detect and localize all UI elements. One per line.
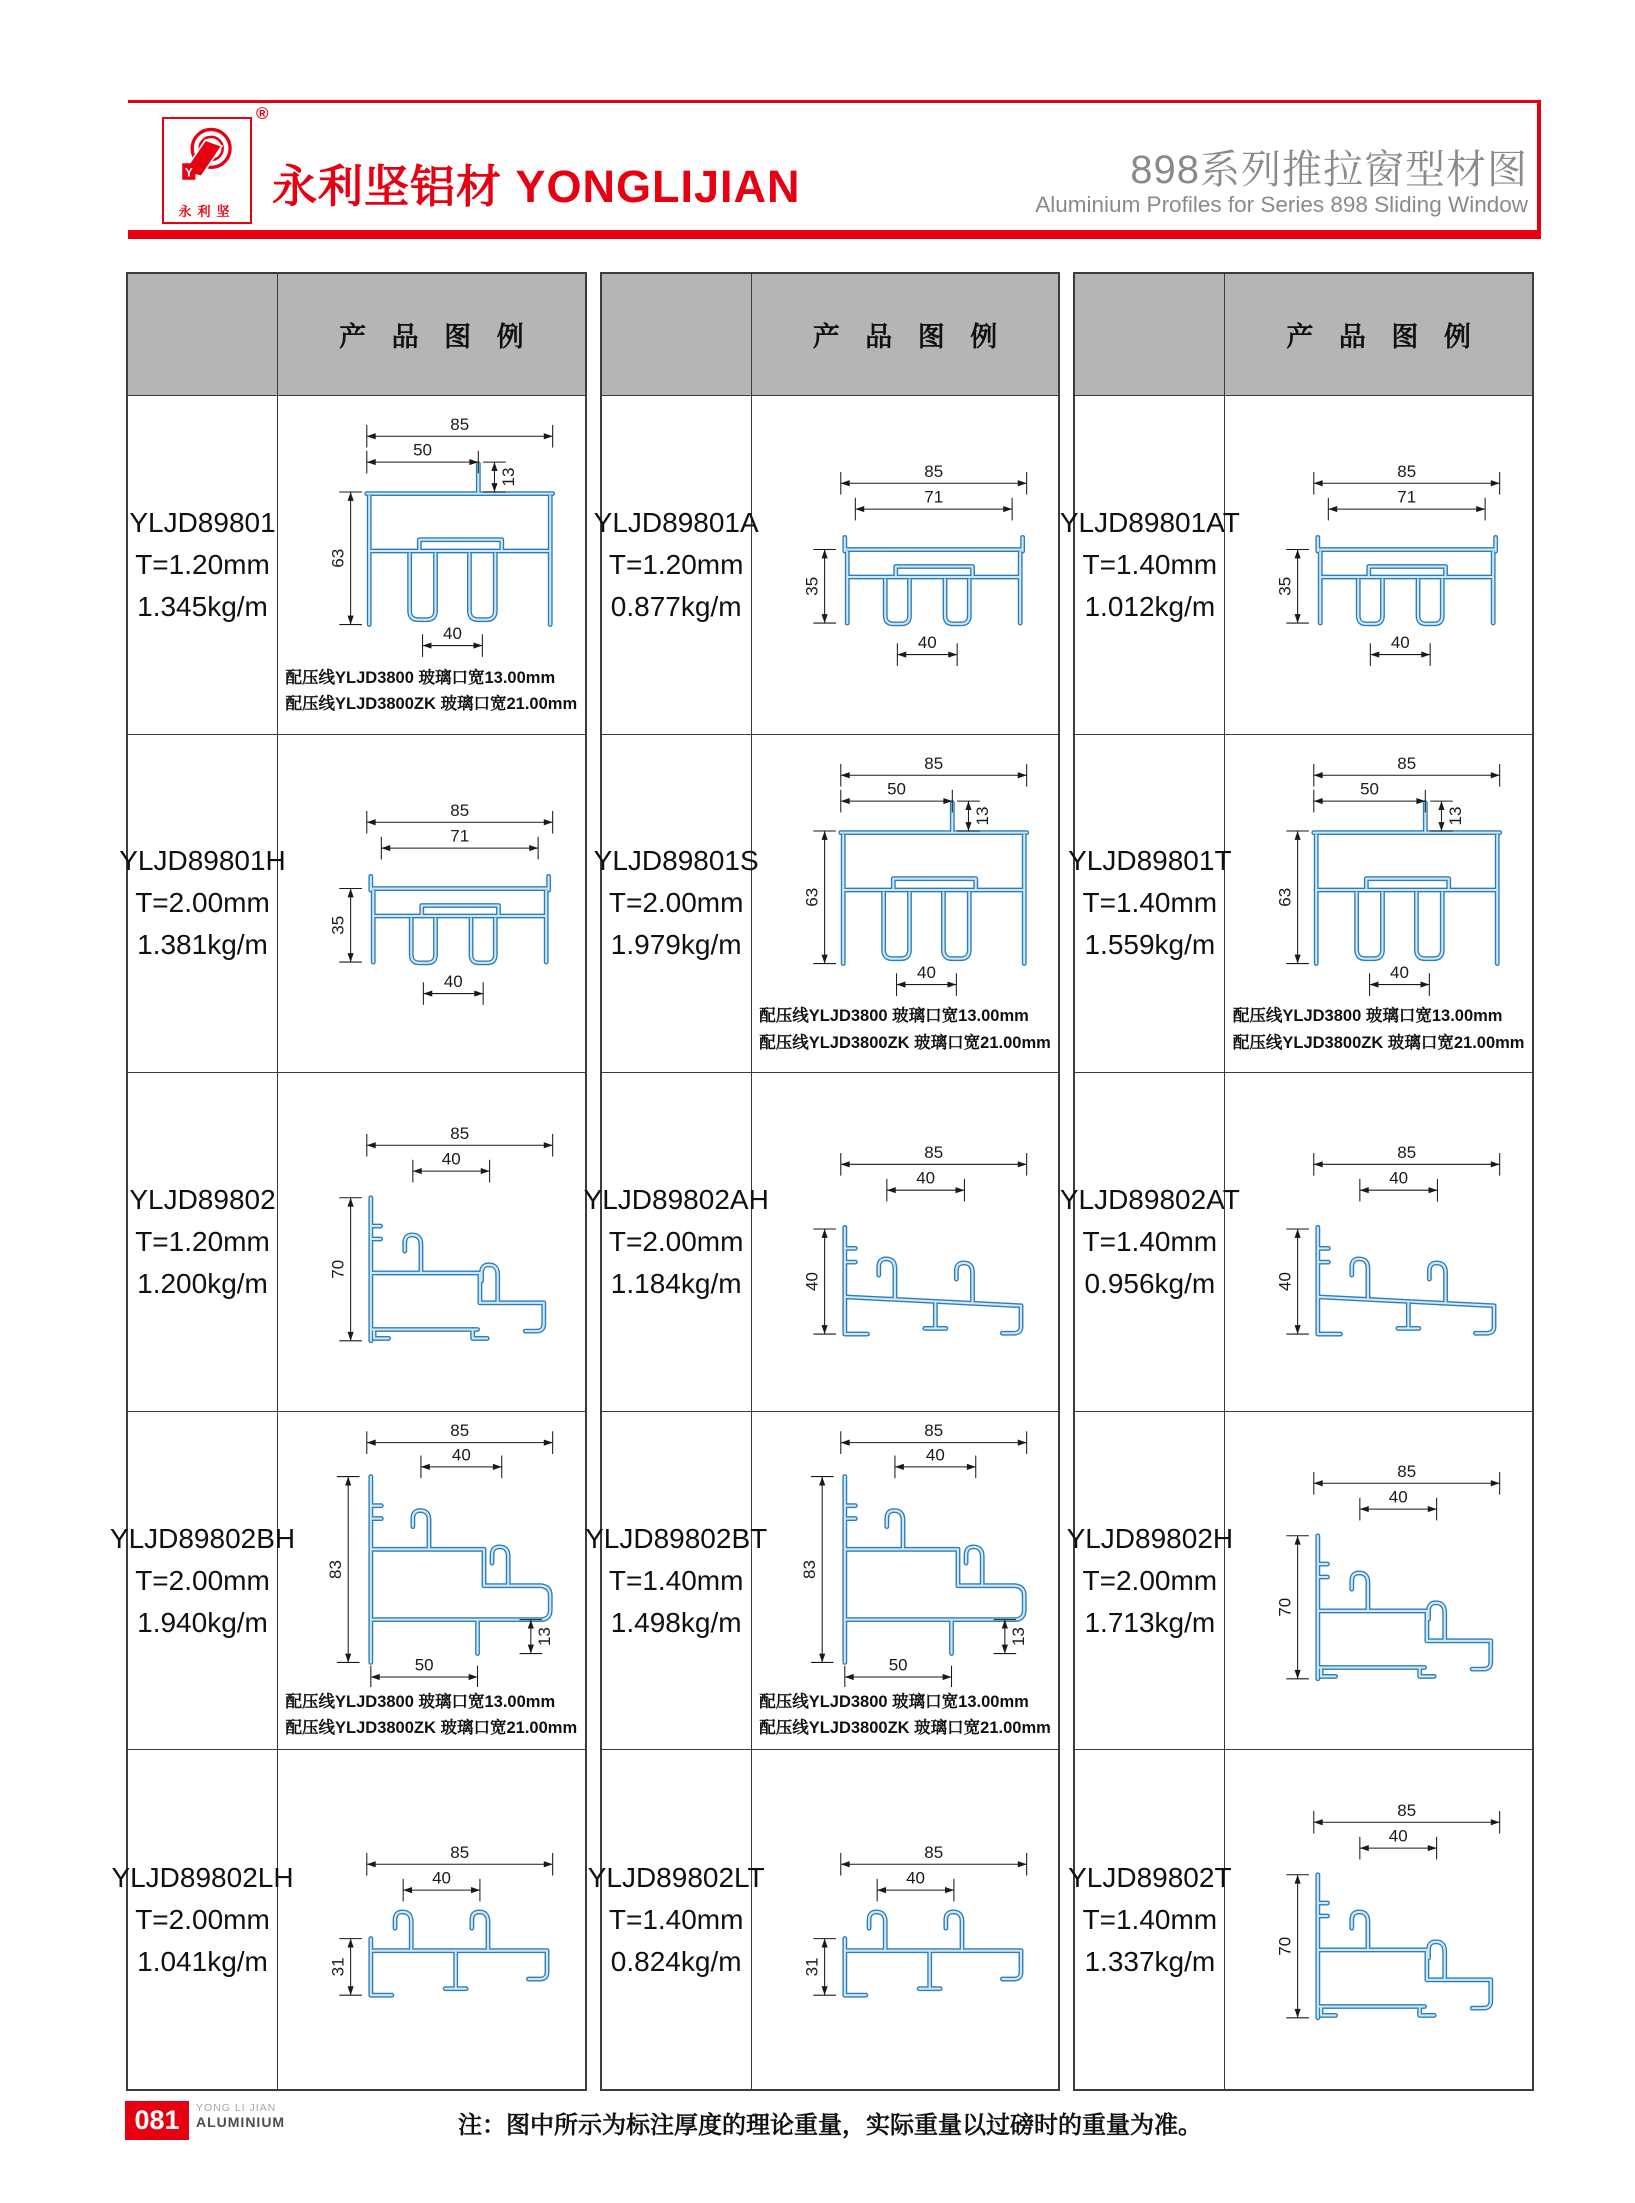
logo-mark-icon bbox=[172, 122, 242, 188]
product-diagram-cell bbox=[278, 1073, 585, 1412]
dimension-label: 85 bbox=[450, 414, 470, 434]
page-title: 898系列推拉窗型材图 bbox=[1130, 148, 1528, 192]
product-thickness: T=1.40mm bbox=[608, 1903, 744, 1935]
product-code: YLJD89801S bbox=[593, 845, 759, 877]
product-diagram-cell bbox=[1225, 1412, 1532, 1751]
brand-mark bbox=[196, 2103, 285, 2130]
profile-section-drawing bbox=[290, 1819, 573, 2019]
table-header-illustration: 产 品 图 例 bbox=[752, 274, 1059, 396]
dimension-label: 40 bbox=[916, 962, 936, 982]
dimension-label: 40 bbox=[1389, 1168, 1409, 1188]
dimension-label: 50 bbox=[413, 440, 432, 460]
product-label-cell bbox=[119, 735, 286, 1074]
product-thickness: T=2.00mm bbox=[608, 1225, 744, 1257]
pressure-line-note: 配压线YLJD3800 玻璃口宽13.00mm bbox=[285, 668, 556, 687]
product-diagram-cell bbox=[278, 1750, 585, 2089]
product-label-cell bbox=[111, 1750, 294, 2089]
product-thickness: T=1.40mm bbox=[1082, 1903, 1218, 1935]
product-label-cell bbox=[1068, 1750, 1232, 2089]
dimension-label: 63 bbox=[328, 548, 348, 568]
header-right-rule bbox=[1537, 100, 1541, 239]
profile-table-group bbox=[109, 272, 587, 2091]
dimension-label: 40 bbox=[905, 1869, 925, 1889]
product-thickness: T=1.20mm bbox=[135, 1225, 270, 1257]
dimension-label: 85 bbox=[1397, 461, 1417, 481]
table-header-illustration: 产 品 图 例 bbox=[1225, 274, 1532, 396]
product-diagram-cell bbox=[1225, 1750, 1532, 2089]
table-header-illustration: 产 品 图 例 bbox=[278, 274, 585, 396]
page-subtitle: Aluminium Profiles for Series 898 Sliding Window bbox=[1035, 192, 1528, 217]
pressure-line-notes bbox=[759, 1003, 1051, 1056]
profile-section-drawing bbox=[1237, 1798, 1520, 2040]
profile-section-drawing bbox=[290, 1420, 573, 1687]
dimension-label: 85 bbox=[1397, 1801, 1417, 1821]
header-bottom-rule bbox=[128, 230, 1541, 239]
profile-section-drawing bbox=[764, 1132, 1047, 1352]
dimension-label: 85 bbox=[923, 753, 943, 773]
product-weight: 1.200kg/m bbox=[137, 1267, 268, 1299]
pressure-line-note: 配压线YLJD3800ZK 玻璃口宽21.00mm bbox=[285, 695, 578, 714]
table-header-label-cell bbox=[602, 274, 752, 396]
product-weight: 1.713kg/m bbox=[1084, 1606, 1216, 1638]
product-label-cell bbox=[587, 1750, 765, 2089]
dimension-label: 13 bbox=[535, 1627, 555, 1646]
dimension-label: 35 bbox=[328, 915, 348, 935]
product-weight: 1.940kg/m bbox=[137, 1606, 268, 1638]
pressure-line-notes bbox=[759, 1689, 1051, 1742]
dimension-label: 40 bbox=[1389, 1827, 1408, 1847]
dimension-label: 71 bbox=[1397, 487, 1417, 507]
dimension-label: 40 bbox=[451, 1445, 471, 1465]
product-code: YLJD89802LH bbox=[111, 1861, 294, 1893]
product-thickness: T=1.40mm bbox=[608, 1564, 744, 1596]
profile-section-drawing bbox=[1237, 459, 1520, 671]
product-label-cell bbox=[128, 396, 278, 735]
dimension-label: 85 bbox=[450, 1843, 470, 1863]
dimension-label: 85 bbox=[450, 1421, 470, 1441]
product-code: YLJD89802BT bbox=[585, 1522, 768, 1554]
dimension-label: 85 bbox=[923, 1142, 943, 1162]
page-number-badge: 081 bbox=[125, 2101, 189, 2140]
dimension-label: 13 bbox=[1008, 1627, 1028, 1646]
dimension-label: 85 bbox=[923, 1421, 943, 1441]
product-code: YLJD89802LT bbox=[587, 1861, 765, 1893]
pressure-line-note: 配压线YLJD3800ZK 玻璃口宽21.00mm bbox=[759, 1033, 1051, 1052]
product-diagram-cell bbox=[752, 735, 1059, 1074]
product-label-cell bbox=[1066, 1412, 1234, 1751]
profile-section-drawing bbox=[290, 1121, 573, 1363]
dimension-label: 40 bbox=[1275, 1272, 1295, 1292]
product-diagram-cell bbox=[278, 1412, 585, 1751]
dimension-label: 40 bbox=[801, 1272, 821, 1292]
product-weight: 1.337kg/m bbox=[1084, 1945, 1216, 1977]
product-diagram-cell bbox=[752, 1412, 1059, 1751]
product-diagram-cell bbox=[1225, 1073, 1532, 1412]
product-thickness: T=1.40mm bbox=[1082, 1225, 1218, 1257]
dimension-label: 50 bbox=[886, 779, 906, 799]
product-label-cell bbox=[1059, 396, 1240, 735]
dimension-label: 35 bbox=[801, 576, 821, 596]
product-weight: 1.498kg/m bbox=[610, 1606, 742, 1638]
dimension-label: 63 bbox=[801, 887, 821, 907]
profile-section-drawing bbox=[1237, 1132, 1520, 1352]
product-thickness: T=2.00mm bbox=[135, 1903, 270, 1935]
profile-section-drawing bbox=[764, 459, 1047, 671]
product-weight: 0.877kg/m bbox=[610, 590, 742, 622]
pressure-line-notes bbox=[286, 1689, 578, 1742]
registered-trademark-icon: ® bbox=[256, 104, 269, 123]
dimension-label: 83 bbox=[799, 1559, 819, 1579]
dimension-label: 40 bbox=[1389, 1488, 1408, 1508]
product-thickness: T=2.00mm bbox=[1082, 1564, 1218, 1596]
product-code: YLJD89802BH bbox=[109, 1522, 296, 1554]
product-label-cell bbox=[593, 396, 759, 735]
product-diagram-cell bbox=[752, 1750, 1059, 2089]
product-code: YLJD89802 bbox=[129, 1183, 276, 1215]
profile-table bbox=[109, 272, 1534, 2091]
dimension-label: 85 bbox=[923, 461, 943, 481]
product-code: YLJD89801 bbox=[129, 506, 276, 538]
company-name: 永利坚铝材 YONGLIJIAN bbox=[272, 161, 801, 212]
company-logo bbox=[162, 117, 252, 224]
product-thickness: T=1.20mm bbox=[135, 548, 270, 580]
pressure-line-note: 配压线YLJD3800ZK 玻璃口宽21.00mm bbox=[285, 1718, 578, 1737]
dimension-label: 40 bbox=[1390, 962, 1410, 982]
product-thickness: T=1.20mm bbox=[608, 548, 744, 580]
product-code: YLJD89801AT bbox=[1059, 506, 1240, 538]
product-label-cell bbox=[1059, 1073, 1240, 1412]
dimension-label: 70 bbox=[1275, 1598, 1295, 1618]
dimension-label: 70 bbox=[328, 1259, 348, 1279]
dimension-label: 35 bbox=[1275, 576, 1295, 596]
product-label-cell bbox=[585, 1412, 768, 1751]
product-code: YLJD89801H bbox=[119, 845, 286, 877]
dimension-label: 83 bbox=[325, 1559, 345, 1579]
dimension-label: 50 bbox=[888, 1655, 908, 1675]
product-label-cell bbox=[583, 1073, 769, 1412]
svg-text:Y: Y bbox=[184, 167, 193, 180]
profile-table-group bbox=[583, 272, 1061, 2091]
profile-section-drawing bbox=[764, 751, 1047, 1002]
dimension-label: 71 bbox=[450, 826, 470, 846]
product-weight: 1.041kg/m bbox=[137, 1945, 268, 1977]
dimension-label: 40 bbox=[917, 633, 937, 653]
logo-caption: 永利坚 bbox=[178, 204, 236, 219]
dimension-label: 40 bbox=[441, 1149, 461, 1169]
product-thickness: T=2.00mm bbox=[608, 887, 744, 919]
product-diagram-cell bbox=[278, 735, 585, 1074]
dimension-label: 70 bbox=[1275, 1937, 1295, 1957]
product-weight: 0.824kg/m bbox=[610, 1945, 742, 1977]
dimension-label: 71 bbox=[923, 487, 943, 507]
product-thickness: T=2.00mm bbox=[135, 1564, 270, 1596]
product-code: YLJD89802AH bbox=[583, 1183, 769, 1215]
product-weight: 1.012kg/m bbox=[1084, 590, 1216, 622]
dimension-label: 13 bbox=[1446, 806, 1466, 826]
dimension-label: 40 bbox=[431, 1869, 451, 1889]
dimension-label: 85 bbox=[450, 1123, 470, 1143]
pressure-line-notes bbox=[1233, 1003, 1525, 1056]
table-header-label-cell bbox=[128, 274, 278, 396]
product-code: YLJD89802T bbox=[1068, 1861, 1232, 1893]
pressure-line-note: 配压线YLJD3800ZK 玻璃口宽21.00mm bbox=[1232, 1033, 1525, 1052]
header-top-rule bbox=[128, 100, 1541, 103]
dimension-label: 63 bbox=[1275, 887, 1295, 907]
footer-note: 注：图中所示为标注厚度的理论重量，实际重量以过磅时的重量为准。 bbox=[458, 2112, 1202, 2139]
product-diagram-cell bbox=[752, 1073, 1059, 1412]
product-thickness: T=1.40mm bbox=[1082, 887, 1218, 919]
dimension-label: 50 bbox=[414, 1655, 434, 1675]
dimension-label: 85 bbox=[450, 800, 470, 820]
product-thickness: T=1.40mm bbox=[1082, 548, 1218, 580]
pressure-line-notes bbox=[286, 665, 578, 718]
product-label-cell bbox=[593, 735, 759, 1074]
product-weight: 1.345kg/m bbox=[137, 590, 268, 622]
product-label-cell bbox=[128, 1073, 278, 1412]
product-weight: 0.956kg/m bbox=[1084, 1267, 1216, 1299]
dimension-label: 85 bbox=[1397, 753, 1417, 773]
pressure-line-note: 配压线YLJD3800 玻璃口宽13.00mm bbox=[1232, 1007, 1503, 1026]
profile-section-drawing bbox=[1237, 1459, 1520, 1701]
dimension-label: 40 bbox=[443, 971, 463, 991]
product-code: YLJD89801A bbox=[593, 506, 759, 538]
dimension-label: 40 bbox=[915, 1168, 935, 1188]
product-weight: 1.559kg/m bbox=[1084, 929, 1216, 961]
profile-section-drawing bbox=[1237, 751, 1520, 1002]
brand-name: YONG LI JIAN bbox=[196, 2102, 277, 2114]
pressure-line-note: 配压线YLJD3800 玻璃口宽13.00mm bbox=[759, 1007, 1029, 1026]
profile-table-group bbox=[1059, 272, 1534, 2091]
product-weight: 1.979kg/m bbox=[610, 929, 742, 961]
profile-section-drawing bbox=[290, 412, 573, 663]
pressure-line-note: 配压线YLJD3800 玻璃口宽13.00mm bbox=[759, 1692, 1029, 1711]
product-weight: 1.184kg/m bbox=[610, 1267, 742, 1299]
dimension-label: 85 bbox=[1397, 1142, 1417, 1162]
product-label-cell bbox=[109, 1412, 296, 1751]
product-diagram-cell bbox=[1225, 735, 1532, 1074]
dimension-label: 13 bbox=[972, 806, 992, 826]
dimension-label: 85 bbox=[923, 1843, 943, 1863]
table-header-label-cell bbox=[1075, 274, 1225, 396]
dimension-label: 31 bbox=[801, 1957, 821, 1977]
brand-type: ALUMINIUM bbox=[196, 2113, 286, 2130]
product-weight: 1.381kg/m bbox=[137, 929, 268, 961]
pressure-line-note: 配压线YLJD3800ZK 玻璃口宽21.00mm bbox=[759, 1718, 1051, 1737]
product-diagram-cell bbox=[278, 396, 585, 735]
profile-section-drawing bbox=[290, 798, 573, 1010]
dimension-label: 31 bbox=[328, 1957, 348, 1977]
product-label-cell bbox=[1068, 735, 1232, 1074]
dimension-label: 50 bbox=[1360, 779, 1380, 799]
dimension-label: 85 bbox=[1397, 1462, 1417, 1482]
product-thickness: T=2.00mm bbox=[135, 887, 270, 919]
product-code: YLJD89802AT bbox=[1059, 1183, 1240, 1215]
pressure-line-note: 配压线YLJD3800 玻璃口宽13.00mm bbox=[285, 1692, 556, 1711]
dimension-label: 40 bbox=[925, 1445, 945, 1465]
product-diagram-cell bbox=[1225, 396, 1532, 735]
dimension-label: 40 bbox=[442, 624, 462, 644]
profile-section-drawing bbox=[764, 1420, 1047, 1687]
profile-section-drawing bbox=[764, 1819, 1047, 2019]
product-diagram-cell bbox=[752, 396, 1059, 735]
dimension-label: 13 bbox=[498, 467, 518, 487]
product-code: YLJD89801T bbox=[1068, 845, 1232, 877]
product-code: YLJD89802H bbox=[1066, 1522, 1234, 1554]
dimension-label: 40 bbox=[1391, 633, 1410, 653]
